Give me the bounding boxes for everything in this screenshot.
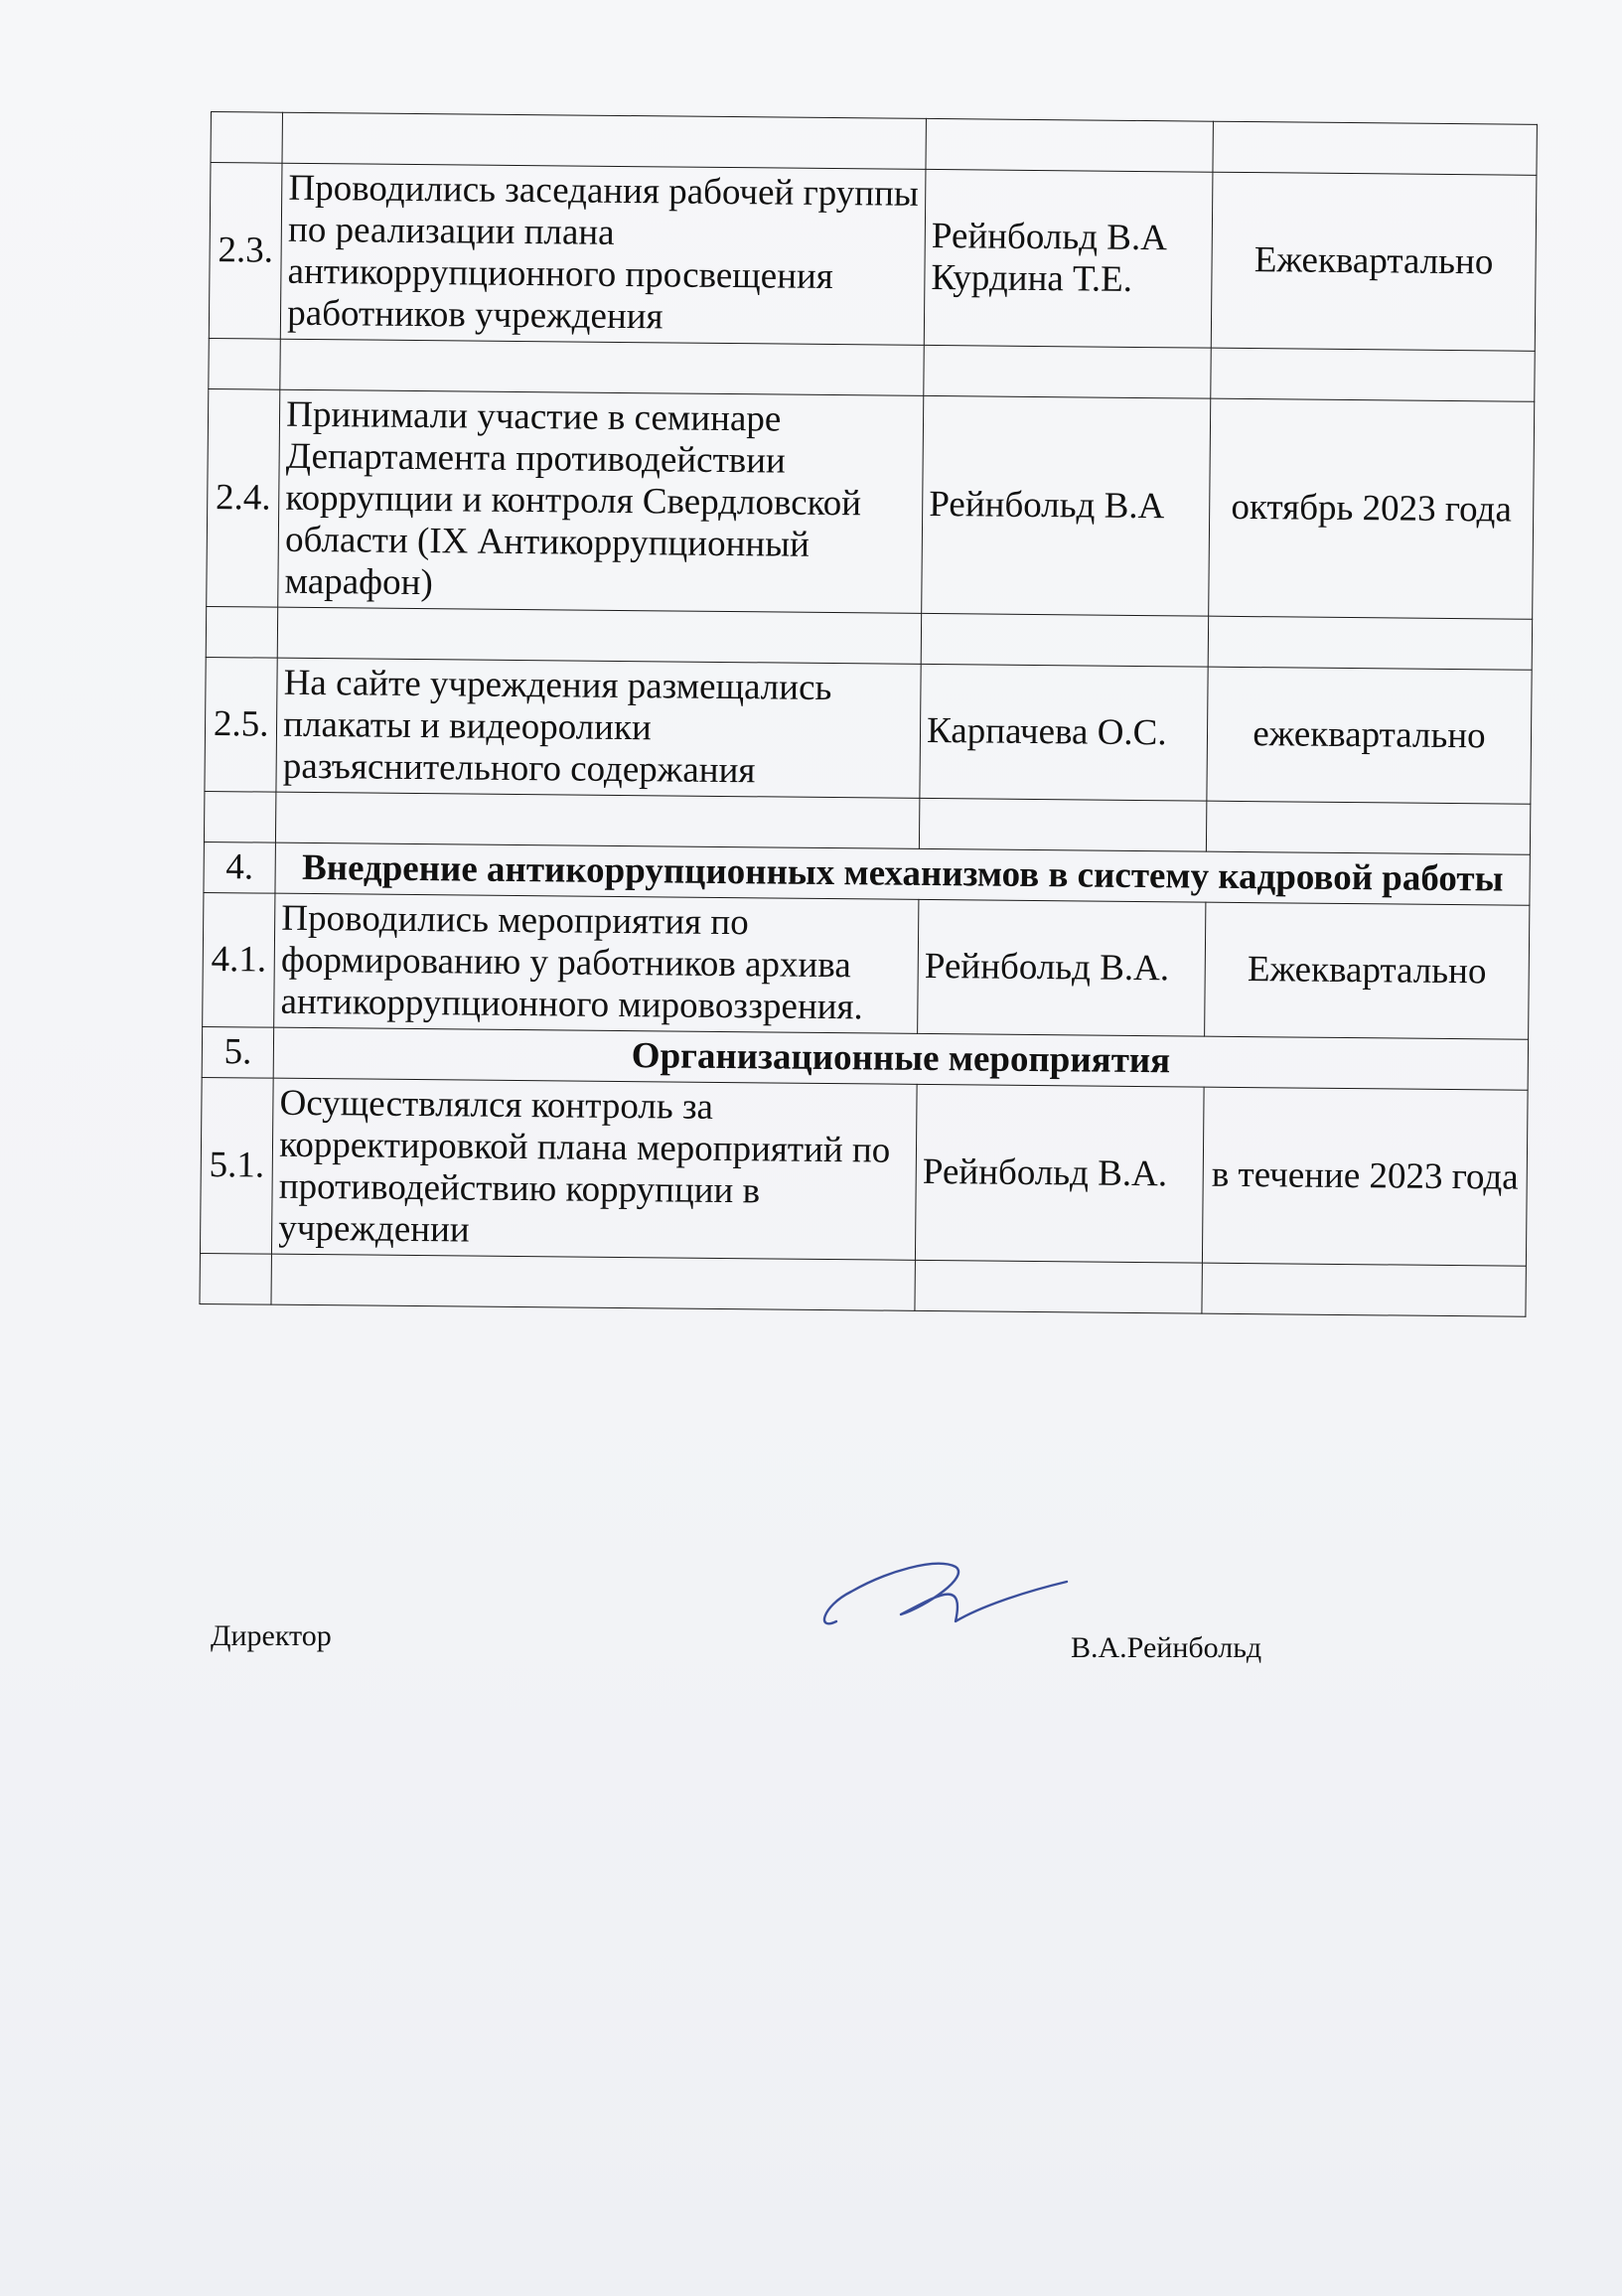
section-title: Организационные мероприятия: [273, 1027, 1528, 1090]
empty-cell: [206, 606, 278, 658]
empty-cell: [200, 1253, 272, 1304]
table-row: [200, 1077, 1528, 1266]
empty-cell: [1202, 1263, 1527, 1316]
responsible-person: Рейнбольд В.А: [922, 395, 1211, 616]
deadline: октябрь 2023 года: [1209, 398, 1535, 619]
table-row: [203, 892, 1530, 1039]
measures-table: [199, 111, 1537, 1317]
empty-cell: [1208, 616, 1533, 670]
empty-cell: [277, 607, 921, 664]
signature-stroke: [824, 1564, 1067, 1623]
action-description: Принимали участие в семинаре Департамента противодействии коррупции и контроля Свердловской области (IX Антикоррупционный марафон): [278, 389, 924, 613]
deadline: ежеквартально: [1207, 667, 1532, 804]
handwritten-signature: [807, 1537, 1085, 1646]
responsible-person: Рейнбольд В.А Курдина Т.Е.: [924, 169, 1213, 348]
responsible-person: Рейнбольд В.А.: [918, 899, 1206, 1036]
action-description: Осуществлялся контроль за корректировкой плана мероприятий по противодействию коррупции в учреждении: [272, 1078, 918, 1260]
item-number: 5.1.: [200, 1077, 273, 1254]
empty-cell: [271, 1254, 915, 1310]
section-number: 5.: [202, 1026, 274, 1078]
empty-cell: [1211, 348, 1536, 401]
empty-cell: [204, 791, 276, 842]
empty-cell: [1206, 801, 1531, 854]
deadline: в течение 2023 года: [1202, 1087, 1528, 1266]
action-description: Проводились мероприятия по формированию у работников архива антикоррупционного мировоззрения.: [274, 893, 919, 1033]
empty-cell: [280, 339, 924, 395]
responsible-person: Карпачева О.С.: [920, 664, 1208, 801]
signatory-name: В.А.Рейнбольд: [1071, 1631, 1262, 1664]
item-number: 2.5.: [205, 657, 277, 792]
empty-cell: [276, 792, 920, 848]
table-row: [205, 657, 1532, 804]
empty-cell: [924, 345, 1211, 398]
section-number: 4.: [204, 842, 276, 893]
section-title: Внедрение антикоррупционных механизмов в систему кадровой работы: [275, 842, 1530, 905]
responsible-person: Рейнбольд В.А.: [916, 1084, 1205, 1263]
action-description: На сайте учреждения размещались плакаты и видеоролики разъяснительного содержания: [276, 658, 921, 798]
empty-cell: [282, 112, 926, 169]
action-description: Проводились заседания рабочей группы по реализации плана антикоррупционного просвещения работников учреждения: [281, 163, 927, 345]
item-number: 2.3.: [209, 163, 282, 340]
measures-table-body: [200, 112, 1537, 1317]
empty-cell: [211, 112, 283, 164]
item-number: 2.4.: [207, 388, 280, 607]
signature-block: [211, 1611, 1402, 1711]
empty-cell: [1213, 121, 1538, 175]
empty-cell: [920, 798, 1207, 851]
table-row: [209, 163, 1537, 352]
deadline: Ежеквартально: [1205, 902, 1530, 1039]
deadline: Ежеквартально: [1211, 172, 1537, 351]
empty-cell: [921, 613, 1208, 667]
empty-cell: [209, 338, 281, 389]
signatory-role: Директор: [211, 1619, 332, 1652]
empty-cell: [926, 118, 1213, 172]
empty-cell: [915, 1260, 1202, 1313]
item-number: 4.1.: [203, 892, 275, 1027]
table-row: [207, 388, 1535, 619]
